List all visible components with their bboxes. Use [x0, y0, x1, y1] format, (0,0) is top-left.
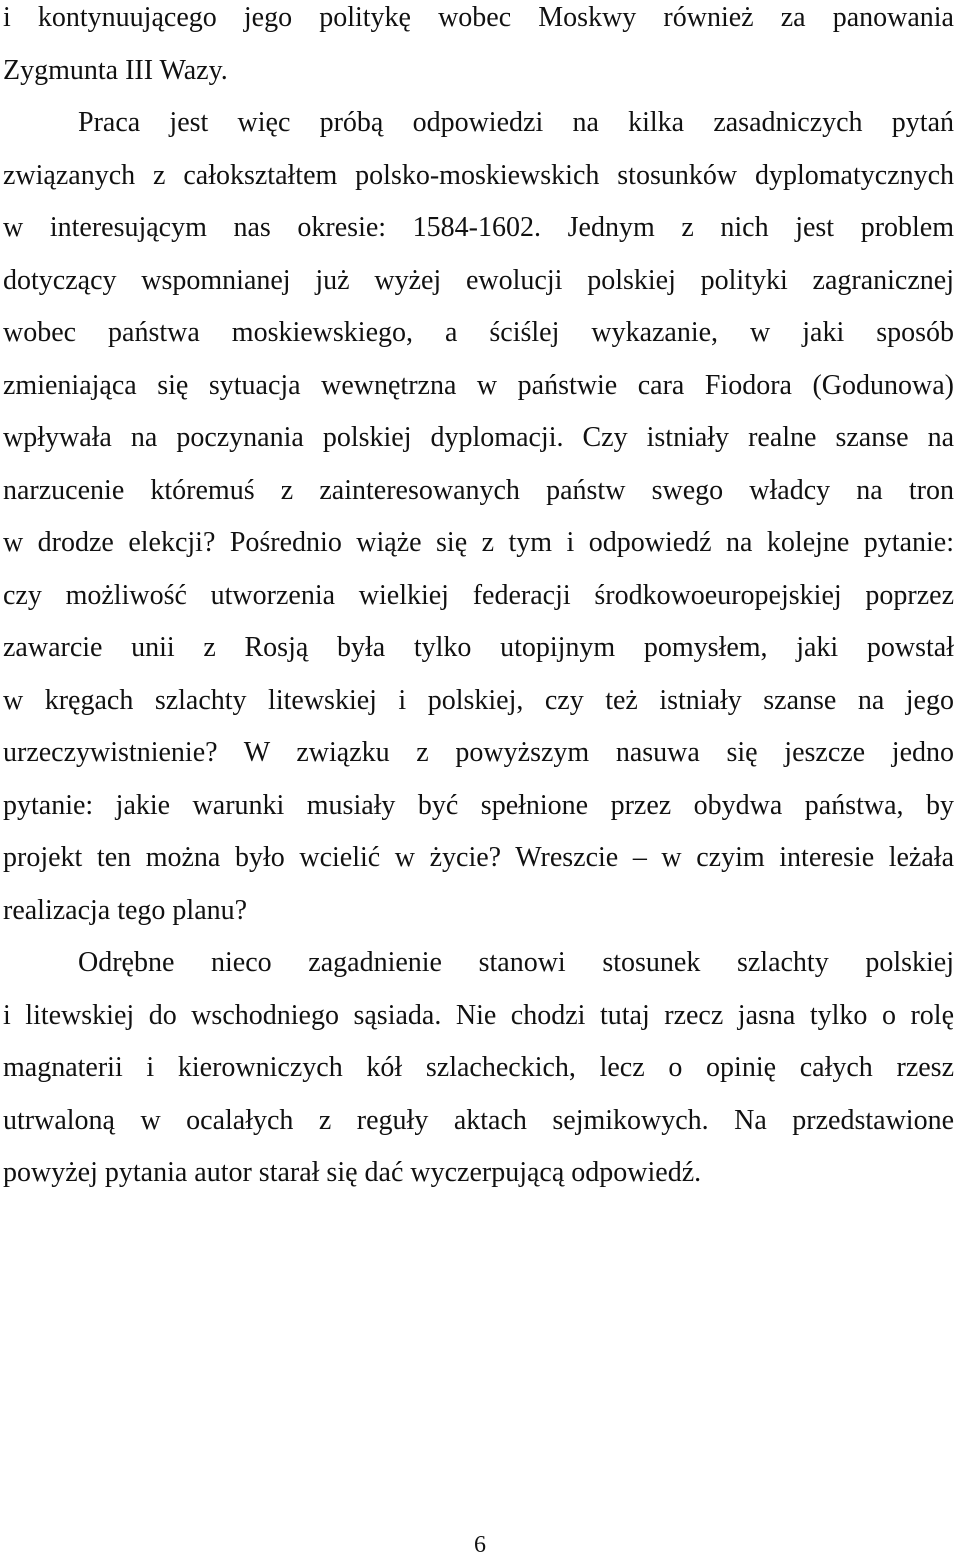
text-line: i kontynuującego jego politykę wobec Moskwy również za panowania	[3, 2, 954, 33]
text-line: wpływała na poczynania polskiej dyplomacji. Czy istniały realne szanse na	[3, 422, 954, 453]
text-line: w kręgach szlachty litewskiej i polskiej, czy też istniały szanse na jego	[3, 684, 954, 716]
text-line: powyżej pytania autor starał się dać wyczerpującą odpowiedź.	[3, 1157, 702, 1188]
text-line: Praca jest więc próbą odpowiedzi na kilka zasadniczych pytań	[78, 107, 954, 138]
text-line: Zygmunta III Wazy.	[3, 54, 228, 86]
paragraph-2	[3, 97, 954, 937]
text-line: w interesującym nas okresie: 1584-1602. Jednym z nich jest problem	[3, 212, 954, 243]
paragraph-3	[3, 937, 954, 1200]
text-line: w drodze elekcji? Pośrednio wiąże się z tym i odpowiedź na kolejne pytanie:	[3, 527, 954, 558]
paragraph-1	[3, 0, 954, 97]
text-line: dotyczący wspomnianej już wyżej ewolucji polskiej polityki zagranicznej	[3, 264, 954, 296]
text-line: zmieniająca się sytuacja wewnętrzna w państwie cara Fiodora (Godunowa)	[3, 369, 954, 401]
document-body	[3, 0, 954, 1200]
page-number: 6	[474, 1532, 486, 1558]
text-line: i litewskiej do wschodniego sąsiada. Nie chodzi tutaj rzecz jasna tylko o rolę	[3, 999, 954, 1031]
text-line: pytanie: jakie warunki musiały być spełnione przez obydwa państwa, by	[3, 789, 954, 821]
text-line: związanych z całokształtem polsko-moskiewskich stosunków dyplomatycznych	[3, 159, 954, 191]
text-line: narzucenie któremuś z zainteresowanych państw swego władcy na tron	[3, 474, 954, 506]
text-line: urzeczywistnienie? W związku z powyższym nasuwa się jeszcze jedno	[3, 737, 954, 768]
text-line: Odrębne nieco zagadnienie stanowi stosunek szlachty polskiej	[78, 947, 954, 978]
text-line: zawarcie unii z Rosją była tylko utopijnym pomysłem, jaki powstał	[3, 632, 954, 663]
text-line: projekt ten można było wcielić w życie? Wreszcie – w czyim interesie leżała	[3, 842, 954, 873]
text-line: realizacja tego planu?	[3, 894, 248, 926]
text-line: utrwaloną w ocalałych z reguły aktach sejmikowych. Na przedstawione	[3, 1104, 954, 1136]
text-line: wobec państwa moskiewskiego, a ściślej wykazanie, w jaki sposób	[3, 317, 954, 348]
text-line: czy możliwość utworzenia wielkiej federacji środkowoeuropejskiej poprzez	[3, 579, 954, 611]
text-line: magnaterii i kierowniczych kół szlacheckich, lecz o opinię całych rzesz	[3, 1052, 954, 1083]
